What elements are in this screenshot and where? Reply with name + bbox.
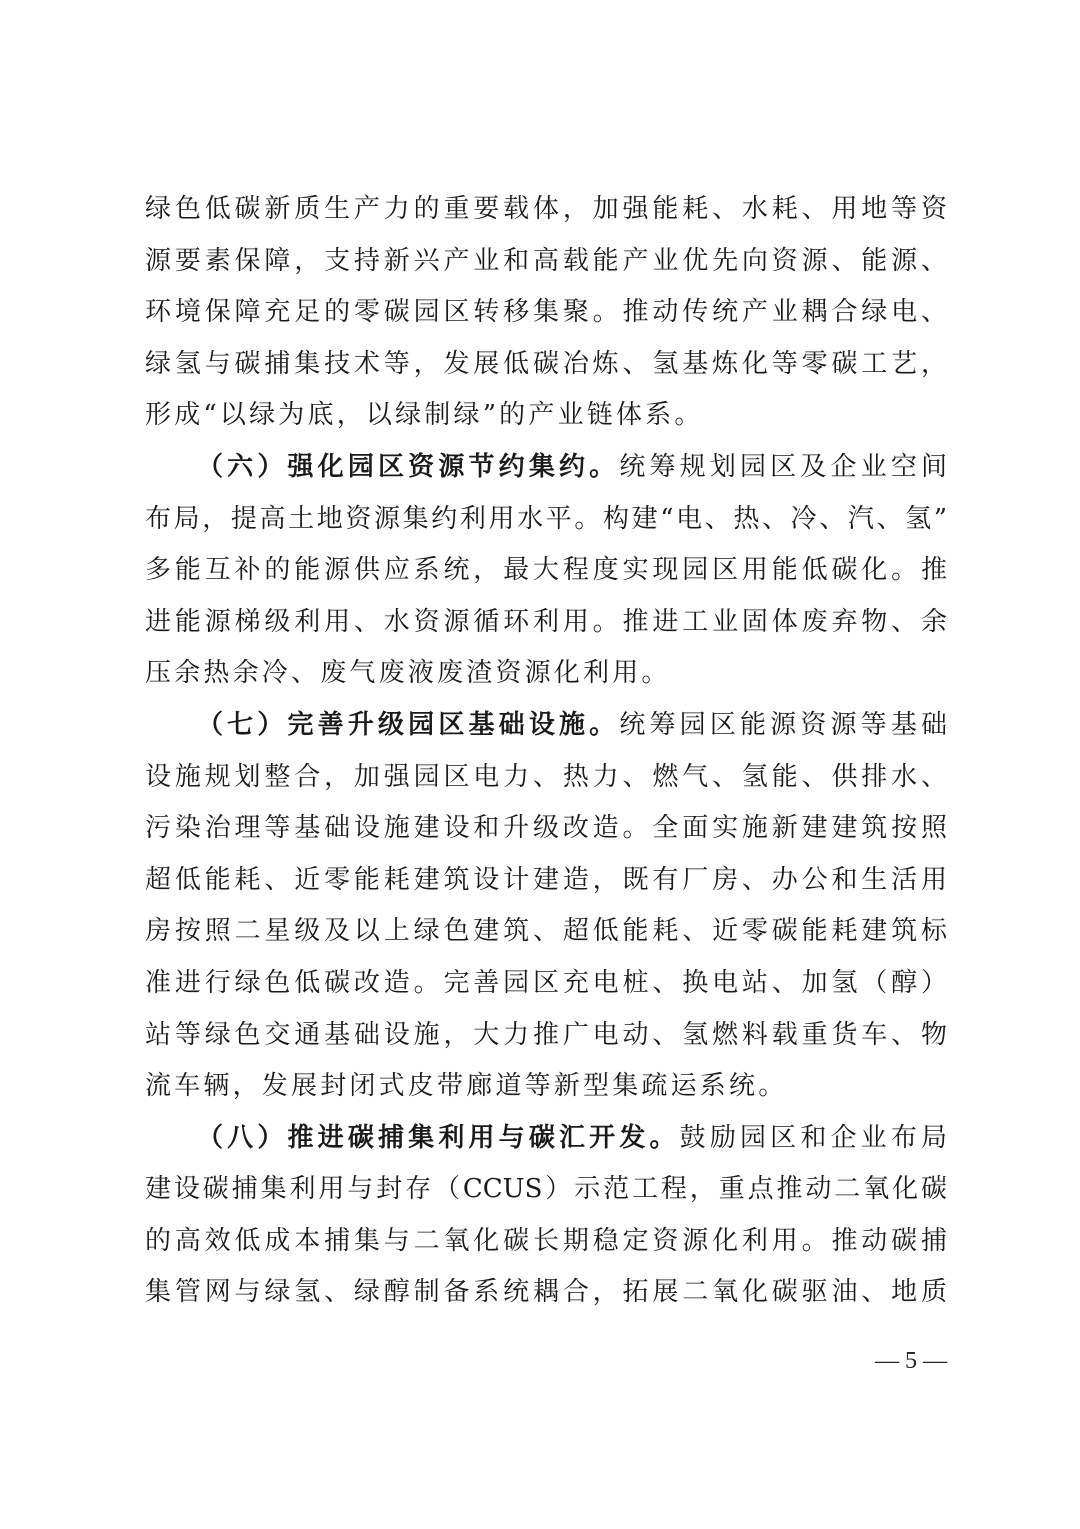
section-7-paragraph xyxy=(145,700,947,1113)
page-number: — 5 — xyxy=(875,1348,947,1374)
paragraph-continued xyxy=(145,184,947,442)
section-8-first-line-text: 鼓励园区和企业布局 xyxy=(679,1122,947,1153)
text-line: 形成“以绿为底，以绿制绿”的产业链体系。 xyxy=(145,400,704,431)
section-7-heading: （七）完善升级园区基础设施。 xyxy=(197,709,620,740)
text-line: 环境保障充足的零碳园区转移集聚。推动传统产业耦合绿电、 xyxy=(145,297,947,328)
text-line: 集管网与绿氢、绿醇制备系统耦合，拓展二氧化碳驱油、地质 xyxy=(145,1277,947,1308)
text-line: 污染治理等基础设施建设和升级改造。全面实施新建建筑按照 xyxy=(145,813,947,844)
text-line: 布局，提高土地资源集约利用水平。构建“电、热、冷、汽、氢” xyxy=(145,503,947,534)
text-line: 站等绿色交通基础设施，大力推广电动、氢燃料载重货车、物 xyxy=(145,1019,947,1050)
text-line: 绿氢与碳捕集技术等，发展低碳冶炼、氢基炼化等零碳工艺， xyxy=(145,348,947,379)
section-7-first-line-text: 统筹园区能源资源等基础 xyxy=(619,709,947,740)
text-line: 设施规划整合，加强园区电力、热力、燃气、氢能、供排水、 xyxy=(145,761,947,792)
text-line: 准进行绿色低碳改造。完善园区充电桩、换电站、加氢（醇） xyxy=(145,967,947,998)
text-line: 流车辆，发展封闭式皮带廊道等新型集疏运系统。 xyxy=(145,1071,788,1102)
text-line: 压余热余冷、废气废液废渣资源化利用。 xyxy=(145,658,671,689)
section-6-heading: （六）强化园区资源节约集约。 xyxy=(197,451,620,482)
section-heading-line xyxy=(145,700,947,752)
text-line: 的高效低成本捕集与二氧化碳长期稳定资源化利用。推动碳捕 xyxy=(145,1225,947,1256)
section-6-paragraph xyxy=(145,442,947,700)
section-8-paragraph xyxy=(145,1113,947,1319)
text-line: 超低能耗、近零能耗建筑设计建造，既有厂房、办公和生活用 xyxy=(145,864,947,895)
text-line: 多能互补的能源供应系统，最大程度实现园区用能低碳化。推 xyxy=(145,555,947,586)
section-6-first-line-text: 统筹规划园区及企业空间 xyxy=(619,451,947,482)
section-heading-line xyxy=(145,442,947,494)
text-line: 源要素保障，支持新兴产业和高载能产业优先向资源、能源、 xyxy=(145,245,947,276)
text-line: 房按照二星级及以上绿色建筑、超低能耗、近零碳能耗建筑标 xyxy=(145,916,947,947)
text-line: 绿色低碳新质生产力的重要载体，加强能耗、水耗、用地等资 xyxy=(145,194,947,224)
text-line: 进能源梯级利用、水资源循环利用。推进工业固体废弃物、余 xyxy=(145,606,947,637)
text-line: 建设碳捕集利用与封存（CCUS）示范工程，重点推动二氧化碳 xyxy=(145,1174,947,1205)
section-heading-line xyxy=(145,1113,947,1165)
document-body xyxy=(145,184,947,1319)
section-8-heading: （八）推进碳捕集利用与碳汇开发。 xyxy=(197,1122,680,1153)
